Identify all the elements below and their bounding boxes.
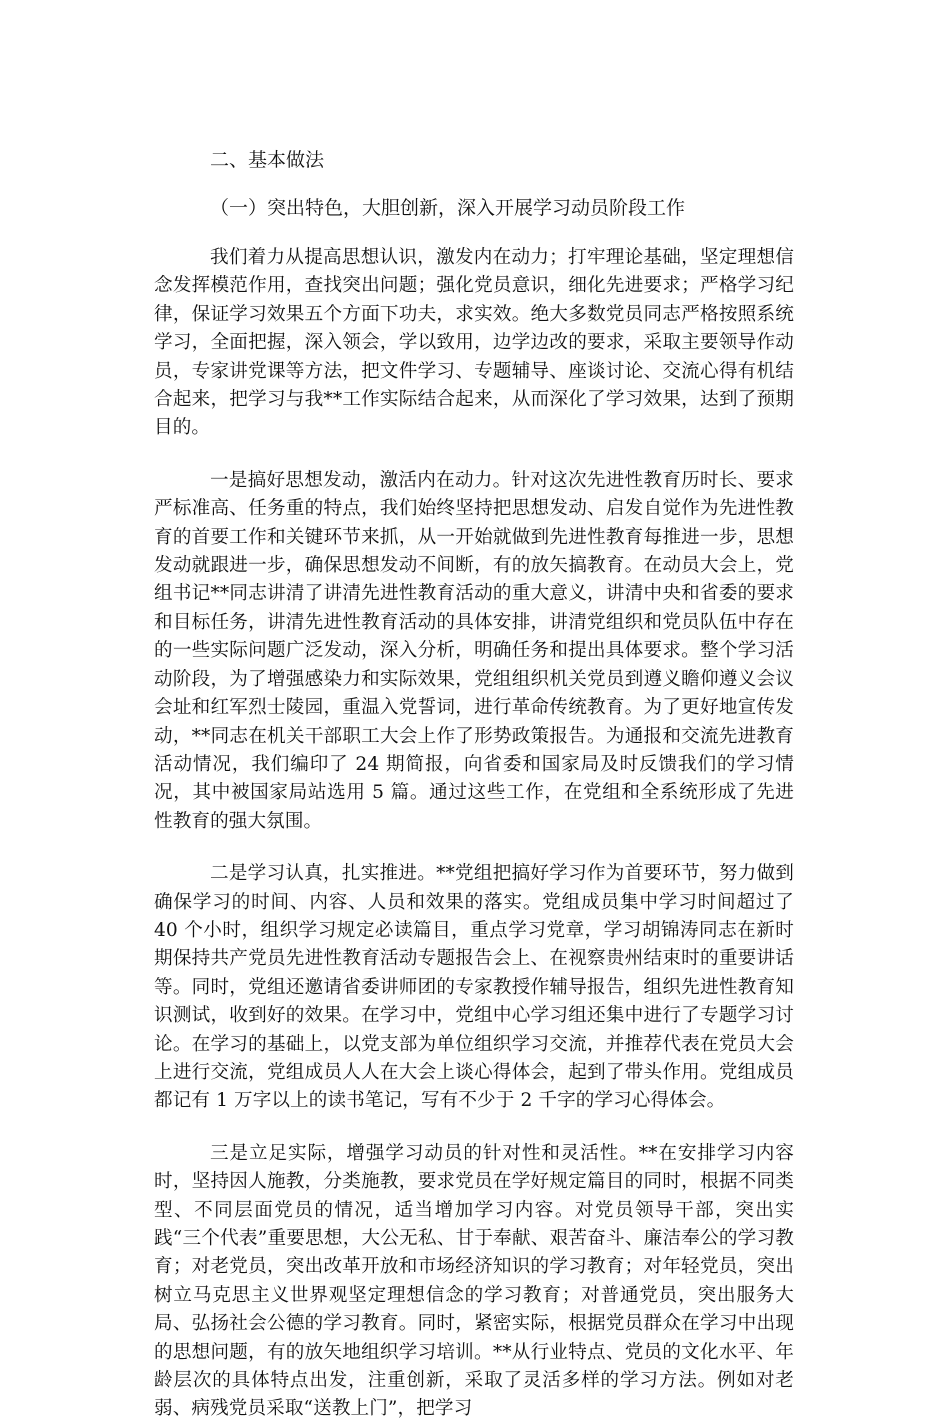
paragraph-intro: 我们着力从提高思想认识，激发内在动力；打牢理论基础，坚定理想信念发挥模范作用，查找突出问题；强化党员意识，细化先进要求；严格学习纪律，保证学习效果五个方面下功夫，求实效。绝大多数党员同志严格按照系统学习，全面把握，深入领会，学以致用，边学边改的要求，采取主要领导作动员，专家讲党课等方法，把文件学习、专题辅导、座谈讨论、交流心得有机结合起来，把学习与我**工作实际结合起来，从而深化了学习效果，达到了预期目的。 xyxy=(154,247,794,439)
section-heading: 二、基本做法 xyxy=(210,149,325,171)
paragraph-practice: 三是立足实际，增强学习动员的针对性和灵活性。**在安排学习内容时，坚持因人施教，分类施教，要求党员在学好规定篇目的同时，根据不同类型、不同层面党员的情况，适当增加学习内容。对党员领导干部，突出实践“三个代表”重要思想，大公无私、甘于奉献、艰苦奋斗、廉洁奉公的学习教育；对老党员，突出改革开放和市场经济知识的学习教育；对年轻党员，突出树立马克思主义世界观坚定理想信念的学习教育；对普通党员，突出服务大局、弘扬社会公德的学习教育。同时，紧密实际，根据党员群众在学习中出现的思想问题，有的放矢地组织学习培训。**从行业特点、党员的文化水平、年龄层次的具体特点出发，注重创新，采取了灵活多样的学习方法。例如对老弱、病残党员采取“送教上门”，把学习 xyxy=(154,1142,794,1420)
subsection-heading: （一）突出特色，大胆创新，深入开展学习动员阶段工作 xyxy=(210,197,686,219)
document-body xyxy=(154,146,794,1424)
paragraph-study: 二是学习认真，扎实推进。**党组把搞好学习作为首要环节，努力做到确保学习的时间、内容、人员和效果的落实。党组成员集中学习时间超过了 40 个小时，组织学习规定必读篇目，重点学习党章，学习胡锦涛同志在新时期保持共产党员先进性教育活动专题报告会上、在视察贵州结束时的重要讲话等。同时，党组还邀请省委讲师团的专家教授作辅导报告，组织先进性教育知识测试，收到好的效果。在学习中，党组中心学习组还集中进行了专题学习讨论。在学习的基础上，以党支部为单位组织学习交流，并推荐代表在党员大会上进行交流，党组成员人人在大会上谈心得体会，起到了带头作用。党组成员都记有 1 万字以上的读书笔记，写有不少于 2 千字的学习心得体会。 xyxy=(154,863,794,1112)
paragraph-mobilization: 一是搞好思想发动，激活内在动力。针对这次先进性教育历时长、要求严标准高、任务重的特点，我们始终坚持把思想发动、启发自觉作为先进性教育的首要工作和关键环节来抓，从一开始就做到先进性教育每推进一步，思想发动就跟进一步，确保思想发动不间断，有的放矢搞教育。在动员大会上，党组书记**同志讲清了讲清先进性教育活动的重大意义，讲清中央和省委的要求和目标任务，讲清先进性教育活动的具体安排，讲清党组织和党员队伍中存在的一些实际问题广泛发动，深入分析，明确任务和提出具体要求。整个学习活动阶段，为了增强感染力和实际效果，党组组织机关党员到遵义瞻仰遵义会议会址和红军烈士陵园，重温入党誓词，进行革命传统教育。为了更好地宣传发动，**同志在机关干部职工大会上作了形势政策报告。为通报和交流先进教育活动情况，我们编印了 24 期简报，向省委和国家局及时反馈我们的学习情况，其中被国家局站选用 5 篇。通过这些工作，在党组和全系统形成了先进性教育的强大氛围。 xyxy=(154,469,794,832)
